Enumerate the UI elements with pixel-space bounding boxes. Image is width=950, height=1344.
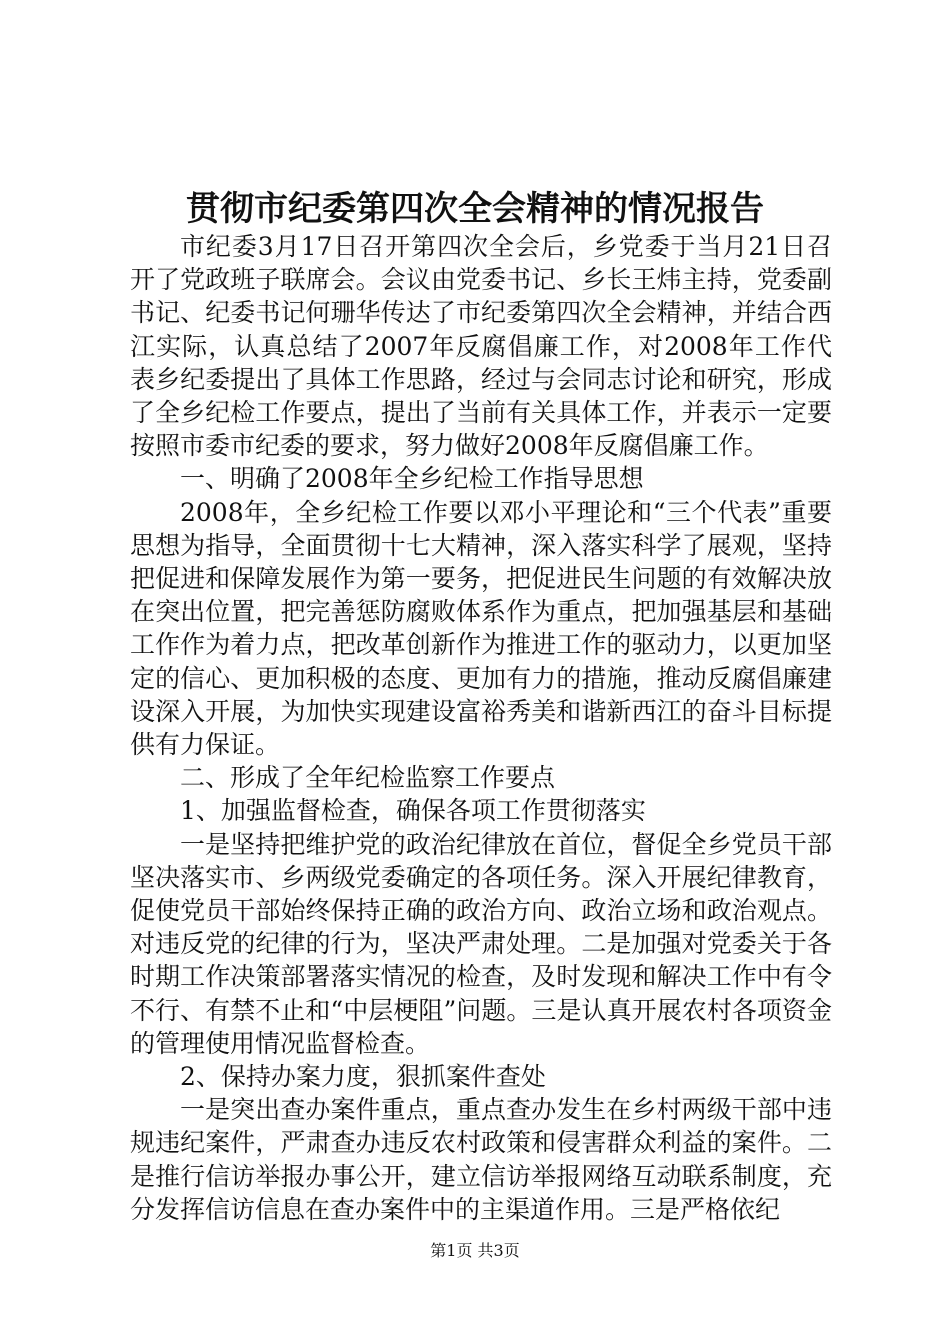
subheading-supervision: 1、加强监督检查，确保各项工作贯彻落实	[180, 796, 646, 826]
heading-section-1: 一、明确了2008年全乡纪检工作指导思想	[180, 464, 644, 494]
paragraph-supervision: 一是坚持把维护党的政治纪律放在首位，督促全乡党员干部坚决落实市、乡两级党委确定的各项任务。深入开展纪律教育，促使党员干部始终保持正确的政治方向、政治立场和政治观点。对违反党的纪律的行为，坚决严肃处理。二是加强对党委关于各时期工作决策部署落实情况的检查，及时发现和解决工作中有令不行、有禁不止和“中层梗阻”问题。三是认真开展农村各项资金的管理使用情况监督检查。	[130, 829, 832, 1058]
heading-section-2: 二、形成了全年纪检监察工作要点	[180, 763, 556, 793]
paragraph-intro: 市纪委3月17日召开第四次全会后，乡党委于当月21日召开了党政班子联席会。会议由党委书记、乡长王炜主持，党委副书记、纪委书记何珊华传达了市纪委第四次全会精神，并结合西江实际，认真总结了2007年反腐倡廉工作，对2008年工作代表乡纪委提出了具体工作思路，经过与会同志讨论和研究，形成了全乡纪检工作要点，提出了当前有关具体工作，并表示一定要按照市委市纪委的要求，努力做好2008年反腐倡廉工作。	[130, 232, 832, 461]
subheading-case-handling: 2、保持办案力度，狠抓案件查处	[180, 1062, 546, 1092]
document-title: 贯彻市纪委第四次全会精神的情况报告	[186, 189, 764, 229]
document-body	[130, 230, 832, 1226]
paragraph-case-handling: 一是突出查办案件重点，重点查办发生在乡村两级干部中违规违纪案件，严肃查办违反农村政策和侵害群众利益的案件。二是推行信访举报办事公开，建立信访举报网络互动联系制度，充分发挥信访信息在查办案件中的主渠道作用。三是严格依纪	[130, 1095, 832, 1224]
paragraph-guiding-ideology: 2008年，全乡纪检工作要以邓小平理论和“三个代表”重要思想为指导，全面贯彻十七大精神，深入落实科学了展观，坚持把促进和保障发展作为第一要务，把促进民生问题的有效解决放在突出位置，把完善惩防腐败体系作为重点，把加强基层和基础工作作为着力点，把改革创新作为推进工作的驱动力，以更加坚定的信心、更加积极的态度、更加有力的措施，推动反腐倡廉建设深入开展，为加快实现建设富裕秀美和谐新西江的奋斗目标提供有力保证。	[130, 497, 832, 760]
page-number-footer: 第1页 共3页	[430, 1241, 520, 1260]
